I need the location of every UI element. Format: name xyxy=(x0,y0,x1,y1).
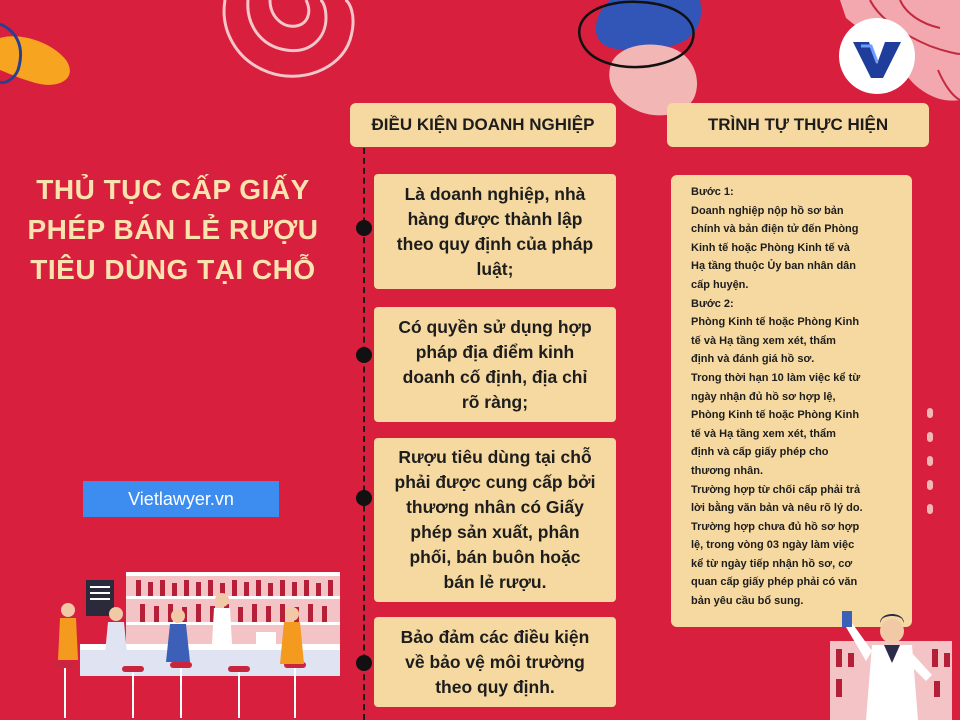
title-line: THỦ TỤC CẤP GIẤY xyxy=(36,174,310,205)
timeline-dot xyxy=(356,655,372,671)
condition-card xyxy=(374,438,616,602)
step-line: tế và Hạ tầng xem xét, thẩm xyxy=(691,427,836,440)
condition-line: rõ ràng; xyxy=(461,391,529,412)
blue-blob-decoration xyxy=(596,0,701,51)
step-line: Bước 2: xyxy=(691,297,734,310)
step-line: bản yêu cầu bổ sung. xyxy=(691,595,804,608)
swirl-decoration xyxy=(224,0,353,76)
condition-line: Bảo đảm các điều kiện xyxy=(400,626,590,647)
step-line: tế và Hạ tầng xem xét, thẩm xyxy=(691,334,836,347)
step-line: Phòng Kinh tế hoặc Phòng Kinh xyxy=(691,409,860,422)
condition-line: doanh cố định, địa chỉ xyxy=(402,366,588,387)
condition-line: phép sản xuất, phân xyxy=(410,522,580,542)
step-line: lệ, trong vòng 03 ngày làm việc xyxy=(691,539,855,552)
step-line: thương nhân. xyxy=(691,464,763,477)
condition-card xyxy=(374,617,616,707)
condition-card xyxy=(374,307,616,422)
step-line: Doanh nghiệp nộp hồ sơ bản xyxy=(691,204,844,217)
vietlawyer-logo-icon xyxy=(839,18,915,94)
step-line: Trường hợp chưa đủ hồ sơ hợp xyxy=(691,520,860,533)
step-line: kể từ ngày tiếp nhận hồ sơ, cơ xyxy=(691,557,853,570)
procedure-header: TRÌNH TỰ THỰC HIỆN xyxy=(667,103,929,147)
timeline-dot xyxy=(356,490,372,506)
step-line: Trường hợp từ chối cấp phải trả xyxy=(691,483,861,496)
condition-line: bán lẻ rượu. xyxy=(443,572,547,592)
bar-scene-illustration xyxy=(40,570,340,720)
condition-line: Có quyền sử dụng hợp xyxy=(398,316,592,337)
title-line: TIÊU DÙNG TẠI CHỖ xyxy=(30,254,316,285)
step-line: định và đánh giá hồ sơ. xyxy=(691,353,815,366)
conditions-header: ĐIỀU KIỆN DOANH NGHIỆP xyxy=(350,103,616,147)
step-line: cấp huyện. xyxy=(691,278,749,291)
condition-line: phải được cung cấp bởi xyxy=(394,472,596,492)
step-line: định và cấp giấy phép cho xyxy=(691,446,829,459)
step-line: Kinh tế hoặc Phòng Kinh tế và xyxy=(691,241,850,254)
condition-line: phối, bán buôn hoặc xyxy=(409,547,581,567)
condition-line: Là doanh nghiệp, nhà xyxy=(404,183,586,204)
bartender-illustration xyxy=(822,605,960,720)
condition-line: hàng được thành lập xyxy=(407,208,583,229)
timeline-dot xyxy=(356,220,372,236)
step-line: Phòng Kinh tế hoặc Phòng Kinh xyxy=(691,316,860,329)
orange-blob-decoration xyxy=(0,36,70,85)
step-line: chính và bản điện tử đến Phòng xyxy=(691,223,859,236)
website-badge[interactable]: Vietlawyer.vn xyxy=(83,481,279,517)
step-line: lời bằng văn bản và nêu rõ lý do. xyxy=(691,502,863,515)
condition-card xyxy=(374,174,616,289)
timeline-dot xyxy=(356,347,372,363)
condition-line: Rượu tiêu dùng tại chỗ xyxy=(398,447,592,467)
condition-line: theo quy định của pháp xyxy=(396,233,594,254)
dashed-dots-decoration xyxy=(925,408,935,518)
title-line: PHÉP BÁN LẺ RƯỢU xyxy=(27,214,319,245)
step-line: Trong thời hạn 10 làm việc kể từ xyxy=(691,371,861,384)
condition-line: luật; xyxy=(476,258,514,279)
step-line: Bước 1: xyxy=(691,186,734,198)
procedure-card xyxy=(671,175,912,627)
step-line: Hạ tầng thuộc Ủy ban nhân dân xyxy=(691,260,857,273)
page-title xyxy=(18,170,328,290)
step-line: quan cấp giấy phép phải có văn xyxy=(691,576,858,589)
condition-line: về bảo vệ môi trường xyxy=(405,651,585,672)
step-line: ngày nhận đủ hồ sơ hợp lệ, xyxy=(691,390,836,403)
condition-line: theo quy định. xyxy=(435,676,555,697)
condition-line: thương nhân có Giấy xyxy=(406,497,584,517)
condition-line: pháp địa điểm kinh xyxy=(415,341,575,362)
